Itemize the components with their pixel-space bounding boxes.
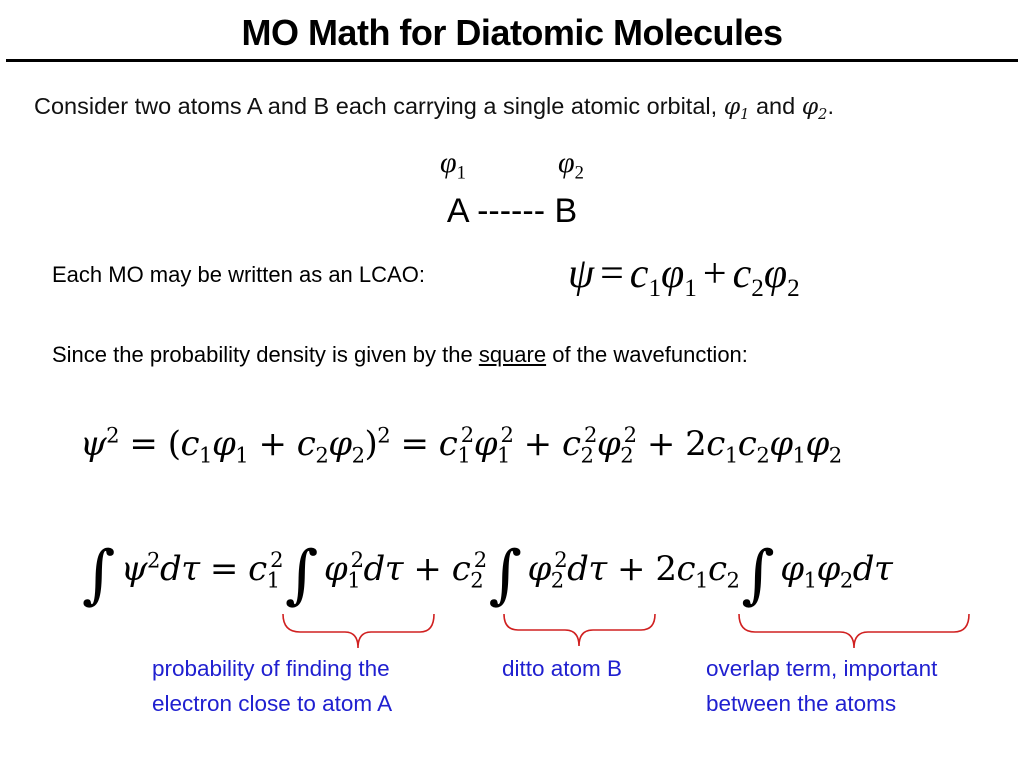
brace-overlap <box>739 614 969 648</box>
annotation-overlap-line1: overlap term, important <box>706 656 938 681</box>
intro-text: Consider two atoms A and B each carrying a single atomic orbital, <box>34 93 718 119</box>
phi1-symbol: $\varphi_1$ <box>723 92 750 124</box>
atoms-diagram: A ------ B <box>446 192 578 230</box>
orbital-label-phi1: $\varphi_1$ <box>440 146 466 184</box>
annotation-atom-a-line1: probability of finding the <box>152 656 390 681</box>
annotation-atom-a <box>152 652 392 722</box>
intro-and: and <box>755 93 796 119</box>
annotation-overlap <box>706 652 937 722</box>
annotation-overlap-line2: between the atoms <box>706 690 897 716</box>
since-underlined-word: square <box>478 342 547 367</box>
lcao-equation: $\psi = c_1\varphi_1 + c_2\varphi_2$ <box>568 251 800 302</box>
annotation-atom-a-line2: electron close to atom A <box>152 690 393 716</box>
intro-sentence: Consider two atoms A and B each carrying a single atomic orbital, $\varphi_1$ and $\varphi_2$. <box>34 92 834 124</box>
psi-squared-equation: $\psi^2 = (c_1\varphi_1 + c_2\varphi_2)^2 = c_1^2\varphi_1^2 + c_2^2\varphi_2^2 + 2c_1c_2\varphi_1\varphi_2$ <box>80 422 842 468</box>
brace-atom-a <box>283 614 434 648</box>
page-title: MO Math for Diatomic Molecules <box>241 12 783 53</box>
brace-atom-b <box>504 614 655 646</box>
phi2-symbol: $\varphi_2$ <box>801 92 828 124</box>
annotation-atom-b: ditto atom B <box>502 656 623 681</box>
integral-equation: ∫ $\psi^2d\tau = c_1^2\int$ $\varphi_1^2d\tau + c_2^2\int$ $\varphi_2^2d\tau + 2c_1c_2\int$ $\varphi_1\varphi_2d\tau$ <box>82 538 893 612</box>
orbital-label-phi2: $\varphi_2$ <box>558 146 584 184</box>
lcao-label: Each MO may be written as an LCAO: <box>52 262 425 287</box>
since-text-after: of the wavefunction: <box>552 342 748 367</box>
since-text-before: Since the probability density is given by the <box>52 342 473 367</box>
